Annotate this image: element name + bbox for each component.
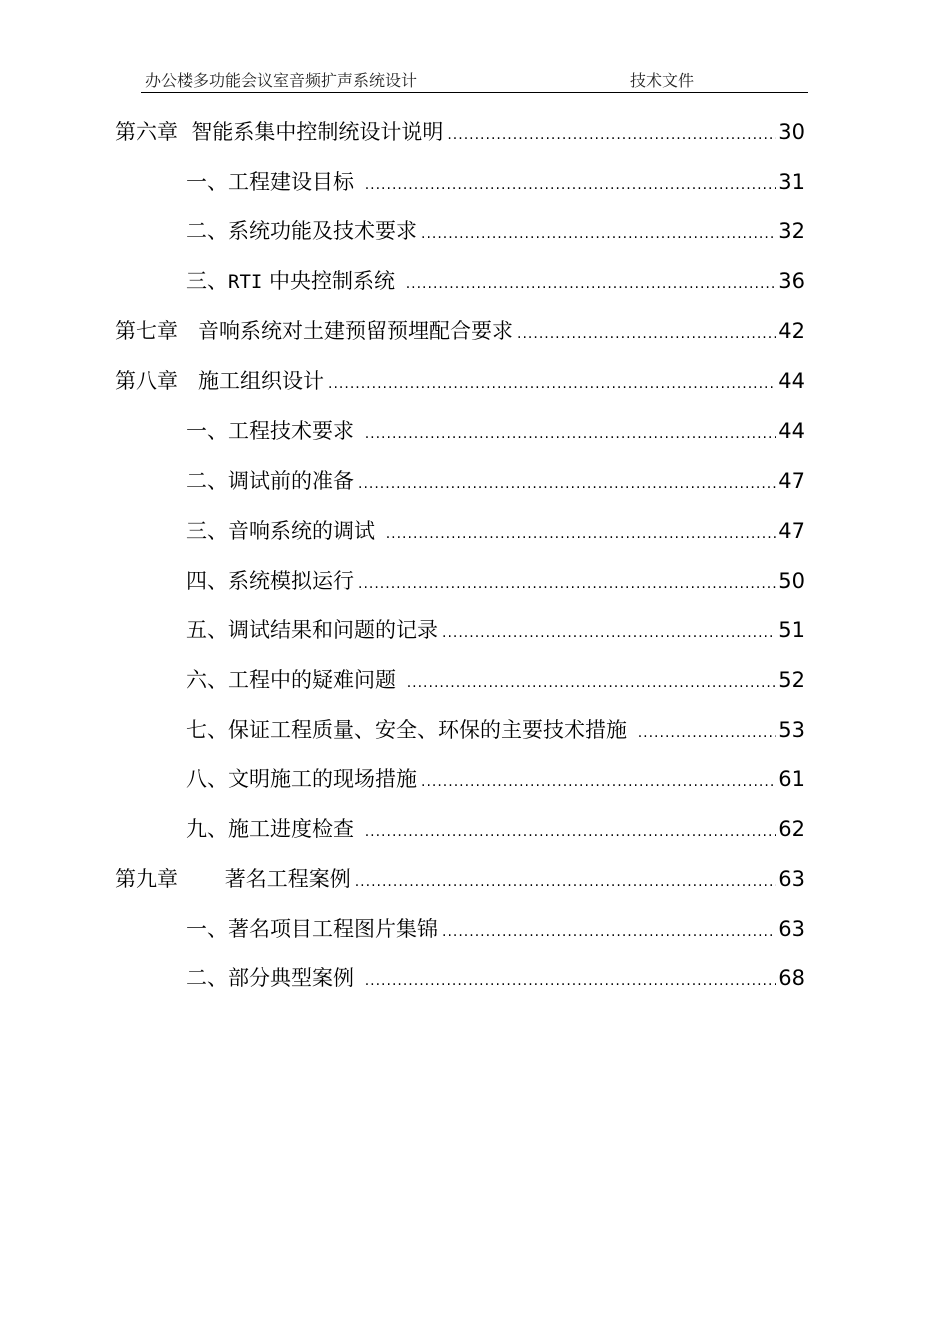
toc-entry-label: 第六章 智能系集中控制统设计说明 [115, 120, 444, 144]
toc-section-8-9[interactable] [186, 814, 805, 844]
toc-page-number: 68 [778, 966, 805, 990]
toc-entry-label: 第七章 音响系统对土建预留预埋配合要求 [115, 319, 514, 343]
toc-dot-leader [442, 917, 776, 947]
toc-dot-leader [442, 618, 776, 648]
toc-entry-label: 部分典型案例 [228, 966, 361, 990]
toc-page-number: 44 [778, 419, 805, 443]
toc-section-8-2[interactable] [186, 466, 805, 496]
toc-section-8-1[interactable] [186, 416, 805, 446]
toc-dot-leader [638, 718, 777, 748]
toc-page-number: 63 [778, 917, 805, 941]
toc-entry-label: 施工进度检查 [228, 817, 361, 841]
toc-entry-prefix: 二、 [186, 966, 228, 990]
toc-entry-label: 文明施工的现场措施 [228, 767, 417, 791]
toc-page-number: 44 [778, 369, 805, 393]
toc-chapter-9[interactable] [115, 864, 805, 894]
toc-entry-prefix: 八、 [186, 767, 228, 791]
toc-chapter-8[interactable] [115, 366, 805, 396]
toc-entry-prefix: 七、 [186, 718, 228, 742]
toc-section-9-2[interactable] [186, 963, 805, 993]
header-document-type: 技术文件 [630, 71, 695, 90]
toc-dot-leader [407, 668, 777, 698]
toc-dot-leader [365, 966, 777, 996]
toc-entry-label: 系统功能及技术要求 [228, 219, 417, 243]
toc-entry-label: 著名项目工程图片集锦 [228, 917, 438, 941]
toc-entry-prefix: 四、 [186, 569, 228, 593]
toc-dot-leader [365, 817, 777, 847]
toc-section-8-3[interactable] [186, 516, 805, 546]
toc-page-number: 52 [778, 668, 805, 692]
toc-section-6-3[interactable] [186, 266, 805, 296]
toc-entry-prefix: 二、 [186, 219, 228, 243]
toc-entry-label: 中央控制系统 [262, 269, 402, 293]
toc-dot-leader [355, 867, 777, 897]
toc-entry-prefix: 二、 [186, 469, 228, 493]
toc-entry-prefix: 三、 [186, 269, 228, 293]
toc-page-number: 62 [778, 817, 805, 841]
toc-page-number: 47 [778, 469, 805, 493]
toc-dot-leader [406, 269, 777, 299]
toc-dot-leader [447, 120, 776, 150]
toc-section-8-7[interactable] [186, 715, 805, 745]
toc-section-9-1[interactable] [186, 914, 805, 944]
toc-page-number: 30 [778, 120, 805, 144]
toc-dot-leader [358, 569, 776, 599]
toc-dot-leader [421, 767, 776, 797]
toc-section-8-8[interactable] [186, 764, 805, 794]
toc-entry-label: 工程中的疑难问题 [228, 668, 403, 692]
toc-entry-code: RTI [228, 271, 263, 293]
toc-entry-prefix: 一、 [186, 917, 228, 941]
toc-page-number: 53 [778, 718, 805, 742]
toc-entry-label: 调试前的准备 [228, 469, 354, 493]
toc-chapter-6[interactable] [115, 117, 805, 147]
header-document-title: 办公楼多功能会议室音频扩声系统设计 [145, 71, 418, 90]
toc-section-6-2[interactable] [186, 216, 805, 246]
toc-page-number: 50 [778, 569, 805, 593]
toc-section-8-6[interactable] [186, 665, 805, 695]
toc-entry-label: 系统模拟运行 [228, 569, 354, 593]
toc-dot-leader [365, 419, 777, 449]
toc-entry-label: 音响系统的调试 [228, 519, 382, 543]
toc-entry-label: 第八章 施工组织设计 [115, 369, 325, 393]
toc-dot-leader [365, 170, 777, 200]
toc-entry-prefix: 六、 [186, 668, 228, 692]
toc-entry-prefix: 九、 [186, 817, 228, 841]
toc-chapter-7[interactable] [115, 316, 805, 346]
toc-entry-prefix: 一、 [186, 170, 228, 194]
toc-page-number: 63 [778, 867, 805, 891]
toc-page-number: 51 [778, 618, 805, 642]
toc-section-6-1[interactable] [186, 167, 805, 197]
toc-page-number: 36 [778, 269, 805, 293]
toc-entry-label: 第九章 著名工程案例 [115, 867, 351, 891]
toc-section-8-5[interactable] [186, 615, 805, 645]
toc-entry-label: 工程技术要求 [228, 419, 361, 443]
toc-entry-label: 调试结果和问题的记录 [228, 618, 438, 642]
toc-entry-prefix: 一、 [186, 419, 228, 443]
toc-section-8-4[interactable] [186, 566, 805, 596]
toc-entry-prefix: 三、 [186, 519, 228, 543]
toc-page-number: 61 [778, 767, 805, 791]
toc-page-number: 31 [778, 170, 805, 194]
toc-page-number: 42 [778, 319, 805, 343]
toc-dot-leader [421, 219, 776, 249]
toc-dot-leader [517, 319, 776, 349]
toc-page-number: 32 [778, 219, 805, 243]
toc-entry-prefix: 五、 [186, 618, 228, 642]
toc-page-number: 47 [778, 519, 805, 543]
toc-entry-label: 工程建设目标 [228, 170, 361, 194]
toc-entry-label: 保证工程质量、安全、环保的主要技术措施 [228, 718, 634, 742]
toc-dot-leader [358, 469, 776, 499]
toc-dot-leader [328, 369, 776, 399]
toc-dot-leader [386, 519, 777, 549]
